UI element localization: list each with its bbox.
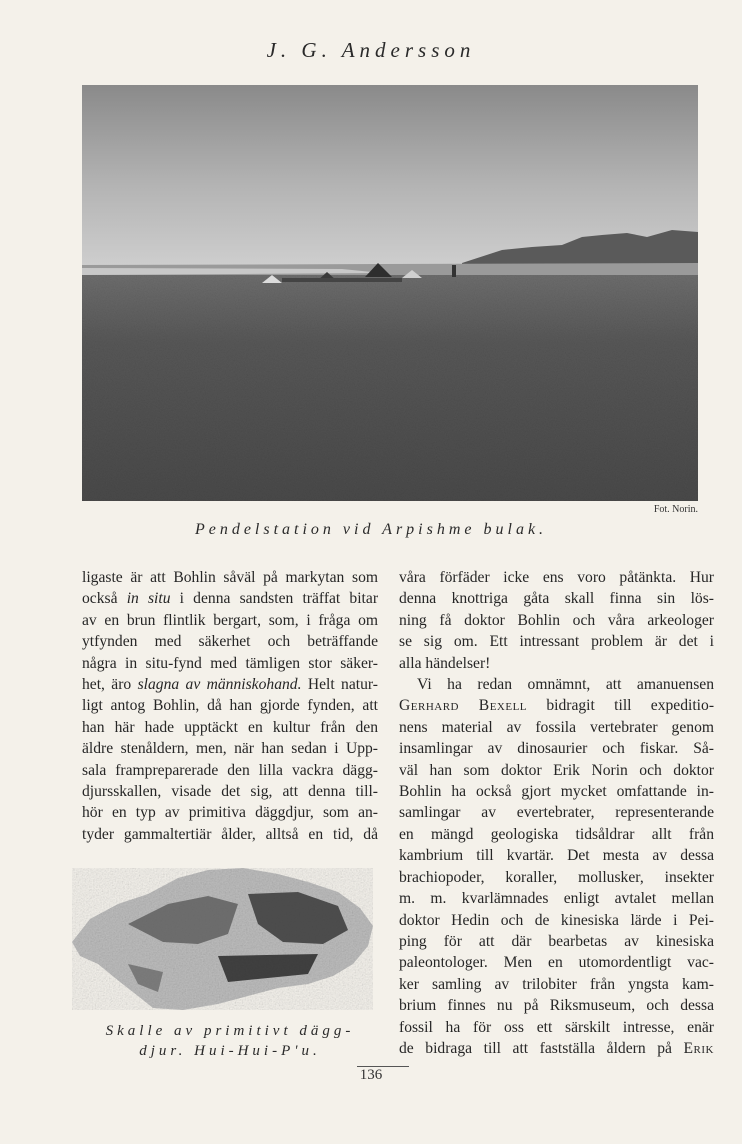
text-segment: de bidraga till att fastställa åldern på <box>399 1039 684 1057</box>
text-line: ping för att där bearbetas av kinesiska <box>399 932 714 950</box>
desert-landscape-image <box>82 85 698 501</box>
text-line: denna knottriga gåta skall finna sin lös- <box>399 590 714 608</box>
text-line: brachiopoder, koraller, mollusker, insekter <box>399 868 714 886</box>
text-line: av en brun flintlik bergart, som, i fråga om <box>82 611 378 629</box>
text-line: några in situ-fynd med tämligen stor säker- <box>82 654 378 672</box>
small-caps-name: Erik <box>683 1039 714 1057</box>
text-line: väl han som doktor Erik Norin och doktor <box>399 761 714 779</box>
text-line <box>82 588 378 609</box>
text-segment: Helt natur- <box>301 676 378 694</box>
photo-caption: Pendelstation vid Arpishme bulak. <box>194 521 548 538</box>
desert-camp-photo <box>82 85 698 501</box>
photo-credit: Fot. Norin. <box>653 504 698 515</box>
text-line: ytfynden med säkerhet och beträffande <box>82 633 378 651</box>
text-segment: också <box>82 590 127 608</box>
text-line: kambrium till kvartär. Det mesta av dessa <box>399 847 714 865</box>
text-line: paleontologer. Men en utomordentligt vac- <box>399 954 714 972</box>
text-line <box>82 674 378 695</box>
text-line <box>399 1038 714 1059</box>
text-line: äldre stenåldern, men, när han sedan i Upp- <box>82 740 378 758</box>
text-line: han här hade upptäckt en kultur från den <box>82 718 378 736</box>
text-line: brium finnes nu på Riksmuseum, och dessa <box>399 997 714 1015</box>
italic-phrase: slagna av människohand. <box>137 676 302 694</box>
skull-image <box>68 864 378 1014</box>
text-line: ligt antog Bohlin, då han gjorde fynden, att <box>82 697 378 715</box>
skull-caption <box>82 1021 378 1061</box>
running-head: J. G. Andersson <box>266 38 476 62</box>
text-line: ligaste är att Bohlin såväl på markytan som <box>82 569 378 586</box>
text-line: fossil ha för oss ett särskilt intresse, enär <box>399 1018 714 1036</box>
skull-photo <box>68 864 378 1014</box>
text-line: m. m. kvarlämnades enligt avtalet mellan <box>399 890 714 908</box>
text-line <box>399 695 714 716</box>
text-line: hör en typ av primitiva däggdjur, som an- <box>82 804 378 822</box>
text-line: alla händelser! <box>399 654 491 672</box>
text-segment: i denna sandsten träffat bitar <box>170 590 379 608</box>
left-text-column <box>82 567 378 845</box>
text-line: en mängd geologiska tidsåldrar allt från <box>399 825 714 843</box>
skull-caption-line-1: Skalle av primitivt dägg- <box>105 1023 355 1039</box>
text-line: nens material av fossila vertebrater genom <box>399 718 714 736</box>
text-line: tyder gammaltertiär ålder, alltså en tid, då <box>82 825 378 843</box>
text-segment: bidragit till expeditio- <box>527 697 715 715</box>
text-line: samlingar av evertebrater, representerande <box>399 804 714 822</box>
skull-caption-line-2: djur. Hui-Hui-P'u. <box>139 1043 321 1059</box>
left-paragraph <box>82 567 378 845</box>
text-line: djursskallen, visade det sig, att denna till- <box>82 783 378 801</box>
text-line: ker samling av trilobiter från yngsta kam- <box>399 975 714 993</box>
text-line: sala frampreparerade den lilla vackra dägg- <box>82 761 378 779</box>
right-paragraph-2 <box>399 674 714 1059</box>
text-line: insamlingar av dinosaurier och fiskar. Så- <box>399 740 714 758</box>
page-number: 136 <box>359 1067 383 1083</box>
text-line: doktor Hedin och de kinesiska lärde i Pei- <box>399 911 714 929</box>
text-line: ning få doktor Bohlin och våra arkeologer <box>399 611 714 629</box>
right-paragraph-1 <box>399 567 714 674</box>
text-line: våra förfäder icke ens voro påtänkta. Hur <box>399 569 714 586</box>
text-line: Bohlin ha också gjort mycket omfattande in- <box>399 783 714 801</box>
text-line: Vi ha redan omnämnt, att amanuensen <box>417 676 714 694</box>
right-text-column <box>399 567 714 1059</box>
text-segment: het, äro <box>82 676 138 694</box>
italic-phrase: in situ <box>126 590 171 608</box>
text-line: se sig om. Ett intressant problem är det i <box>399 633 714 651</box>
small-caps-name: Gerhard Bexell <box>399 697 528 715</box>
